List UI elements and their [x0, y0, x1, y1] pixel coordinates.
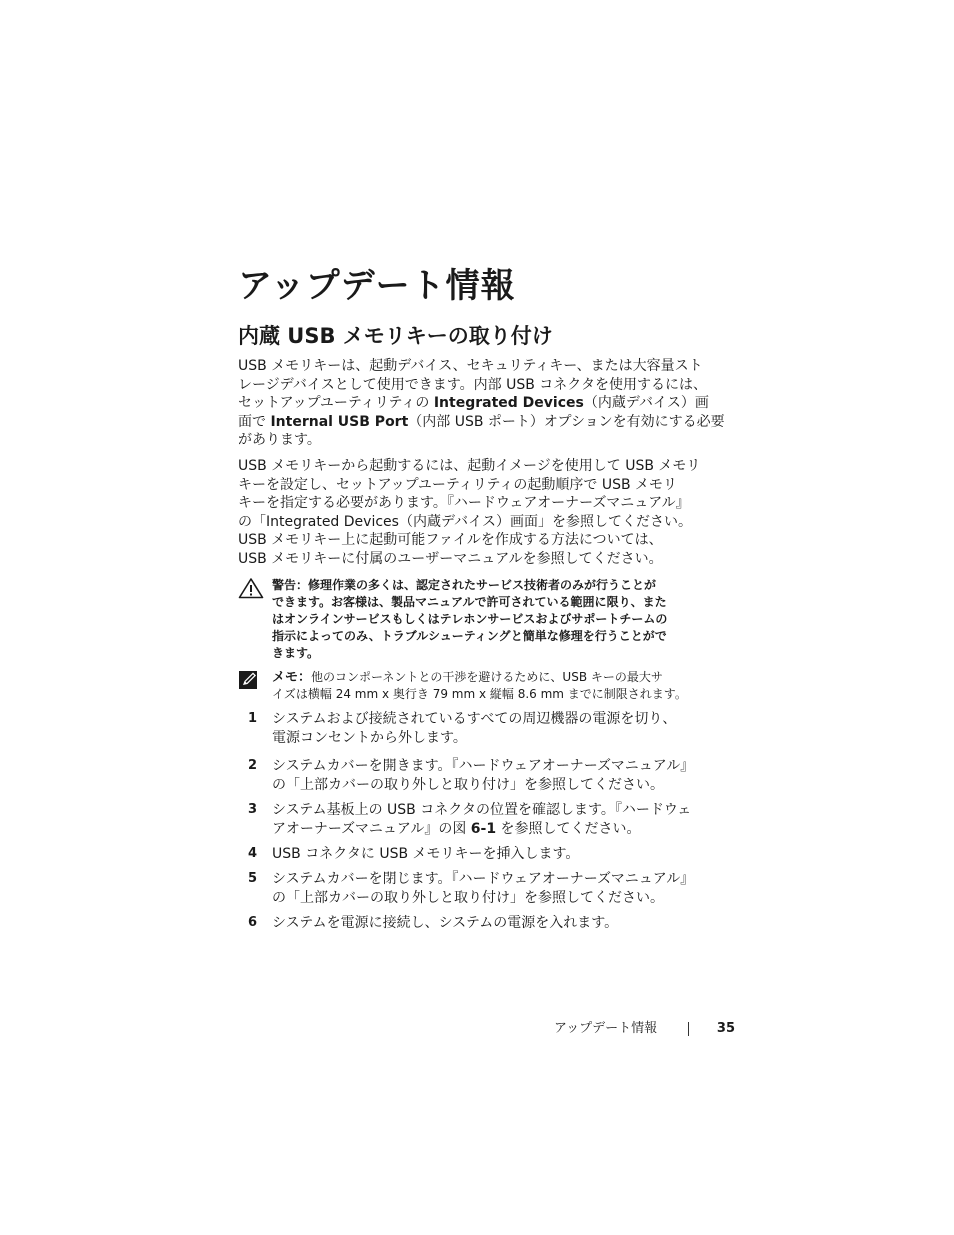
- warning-line: 警告：修理作業の多くは、認定されたサービス技術者のみが行うことが: [272, 578, 657, 592]
- boot-line: USB メモリキーから起動するには、起動イメージを使用して USB メモリ: [238, 458, 701, 474]
- note-pencil-icon: [238, 670, 260, 694]
- step-line: 電源コンセントから外します。: [272, 729, 467, 746]
- step-text-run: アオーナーズマニュアル』の図: [272, 820, 471, 837]
- step-text: [272, 914, 694, 933]
- step-item: [238, 757, 694, 801]
- step-text: [272, 845, 694, 864]
- step-text: [272, 757, 694, 794]
- step-number: 2: [248, 758, 258, 773]
- boot-paragraph: [238, 457, 700, 568]
- warning-line: 指示によってのみ、トラブルシューティングと簡単な修理を行うことがで: [272, 629, 667, 643]
- step-line: システム基板上の USB コネクタの位置を確認します。『ハードウェ: [272, 802, 692, 818]
- warning-notice: [238, 577, 738, 665]
- note-line: イズは横幅 24 mm x 奥行き 79 mm x 縦幅 8.6 mm までに制限されます。: [272, 687, 687, 701]
- step-number: 3: [248, 802, 258, 817]
- step-number: 1: [248, 711, 258, 726]
- step-item: [238, 845, 694, 870]
- step-number: 4: [248, 846, 258, 861]
- step-number: 6: [248, 915, 258, 930]
- intro-line: [238, 394, 725, 413]
- boot-line: キーを指定する必要があります。『ハードウェアオーナーズマニュアル』: [238, 495, 690, 511]
- intro-line: レージデバイスとして使用できます。内部 USB コネクタを使用するには、: [238, 376, 707, 393]
- boot-line: の「Integrated Devices（内蔵デバイス）画面」を参照してください。: [238, 513, 692, 530]
- intro-line: があります。: [238, 432, 321, 448]
- step-item: [238, 914, 694, 936]
- step-text-run: を参照してください。: [496, 820, 641, 837]
- warning-text: [272, 577, 667, 662]
- menu-term-internal-usb-port: Internal USB Port: [270, 413, 409, 430]
- step-item: [238, 801, 694, 845]
- intro-text: （内蔵デバイス）画: [583, 395, 709, 411]
- intro-text: （内部 USB ポート）オプションを有効にする必要: [408, 413, 725, 430]
- note-text-run: 他のコンポーネントとの干渉を避けるために、USB キーの最大サ: [311, 670, 663, 684]
- step-line: システムを電源に接続し、システムの電源を入れます。: [272, 915, 619, 931]
- menu-term-integrated-devices: Integrated Devices: [433, 395, 584, 411]
- section-title: 内蔵 USB メモリキーの取り付け: [238, 324, 553, 348]
- step-line: システムカバーを閉じます。『ハードウェアオーナーズマニュアル』: [272, 871, 695, 887]
- warning-line: きます。: [272, 646, 320, 660]
- intro-text: セットアップユーティリティの: [238, 395, 434, 411]
- intro-text: 面で: [238, 413, 271, 430]
- step-line: [272, 820, 694, 839]
- note-label: メモ：: [272, 670, 312, 685]
- note-line: [272, 669, 687, 686]
- step-text: [272, 801, 694, 838]
- step-text: [272, 870, 694, 907]
- step-line: の「上部カバーの取り外しと取り付け」を参照してください。: [272, 889, 664, 906]
- step-number: 5: [248, 871, 258, 886]
- step-item: [238, 710, 694, 757]
- note-notice: [238, 669, 738, 705]
- intro-line: [238, 413, 725, 432]
- page-number: 35: [716, 1021, 735, 1036]
- boot-line: USB メモリキー上に起動可能ファイルを作成する方法については、: [238, 532, 663, 548]
- step-line: システムカバーを開きます。『ハードウェアオーナーズマニュアル』: [272, 758, 695, 774]
- warning-line: はオンラインサービスもしくはテレホンサービスおよびサポートチームの: [272, 612, 668, 626]
- intro-paragraph: [238, 357, 725, 450]
- boot-line: キーを設定し、セットアップユーティリティの起動順序で USB メモリ: [238, 476, 678, 493]
- step-item: [238, 870, 694, 914]
- step-line: の「上部カバーの取り外しと取り付け」を参照してください。: [272, 776, 664, 793]
- boot-line: USB メモリキーに付属のユーザーマニュアルを参照してください。: [238, 550, 663, 567]
- footer-chapter-title: アップデート情報: [554, 1021, 658, 1036]
- intro-line: USB メモリキーは、起動デバイス、セキュリティキー、または大容量スト: [238, 358, 703, 374]
- warning-triangle-icon: [238, 577, 264, 603]
- page-title: アップデート情報: [238, 266, 516, 306]
- installation-steps: [238, 710, 694, 936]
- figure-reference: 6-1: [470, 820, 497, 837]
- step-text: [272, 710, 694, 747]
- warning-line: できます。お客様は、製品マニュアルで許可されている範囲に限り、また: [272, 595, 667, 609]
- step-line: システムおよび接続されているすべての周辺機器の電源を切り、: [272, 711, 677, 727]
- step-line: USB コネクタに USB メモリキーを挿入します。: [272, 846, 580, 862]
- note-text: [272, 669, 687, 703]
- footer-divider: [688, 1022, 689, 1036]
